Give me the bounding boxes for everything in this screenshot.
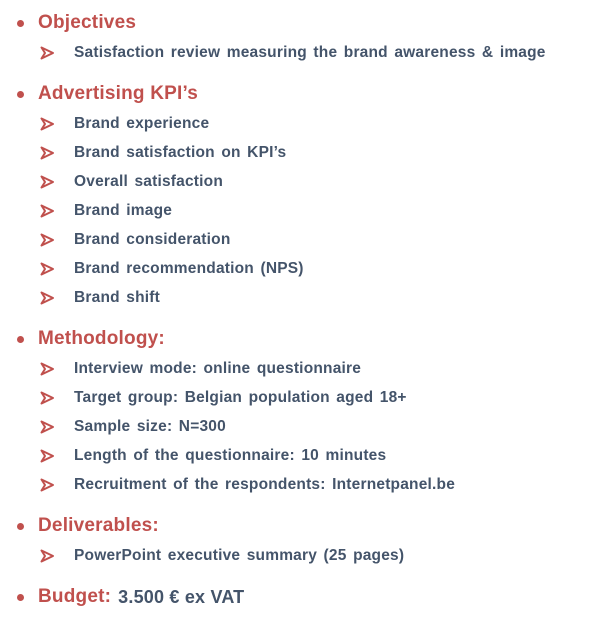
arrowhead-icon [40, 146, 55, 160]
item-text: Brand experience [74, 114, 210, 132]
list-item [0, 38, 611, 67]
item-text: Recruitment of the respondents: Internetpanel.be [74, 475, 456, 493]
list-item [0, 254, 611, 283]
item-text: Interview mode: online questionnaire [74, 359, 362, 377]
section-deliverables [0, 511, 611, 570]
arrowhead-icon [40, 117, 55, 131]
section-heading: Advertising KPI’s [38, 83, 199, 104]
section-heading: Methodology: [38, 328, 165, 349]
item-text: Brand recommendation (NPS) [74, 259, 304, 277]
bullet-icon [17, 20, 24, 27]
item-text: Sample size: N=300 [74, 417, 226, 435]
item-text: Brand consideration [74, 230, 231, 248]
section-heading: Objectives [38, 12, 137, 33]
bullet-icon [17, 594, 24, 601]
arrowhead-icon [40, 291, 55, 305]
item-text: Brand satisfaction on KPI’s [74, 143, 287, 161]
arrowhead-icon [40, 449, 55, 463]
heading-row [0, 511, 611, 541]
arrowhead-icon [40, 391, 55, 405]
arrowhead-icon [40, 175, 55, 189]
section-advertising-kpis [0, 79, 611, 312]
heading-row [0, 582, 611, 612]
list-item [0, 470, 611, 499]
section-heading: Deliverables: [38, 515, 159, 536]
item-text: Target group: Belgian population aged 18+ [74, 388, 407, 406]
list-item [0, 541, 611, 570]
item-text: Satisfaction review measuring the brand awareness & image [74, 43, 546, 61]
list-item [0, 225, 611, 254]
section-budget [0, 582, 611, 612]
list-item [0, 412, 611, 441]
bullet-icon [17, 91, 24, 98]
arrowhead-icon [40, 262, 55, 276]
arrowhead-icon [40, 478, 55, 492]
arrowhead-icon [40, 420, 55, 434]
list-item [0, 441, 611, 470]
arrowhead-icon [40, 549, 55, 563]
arrowhead-icon [40, 204, 55, 218]
item-text: Overall satisfaction [74, 172, 224, 190]
list-item [0, 354, 611, 383]
budget-value: 3.500 € ex VAT [118, 586, 245, 607]
heading-row [0, 79, 611, 109]
bullet-icon [17, 336, 24, 343]
arrowhead-icon [40, 46, 55, 60]
list-item [0, 196, 611, 225]
section-heading: Budget: [38, 586, 112, 607]
list-item [0, 167, 611, 196]
list-item [0, 283, 611, 312]
section-methodology [0, 324, 611, 499]
item-text: Brand image [74, 201, 173, 219]
bullet-icon [17, 523, 24, 530]
arrowhead-icon [40, 233, 55, 247]
section-objectives [0, 8, 611, 67]
list-item [0, 138, 611, 167]
heading-row [0, 8, 611, 38]
item-text: PowerPoint executive summary (25 pages) [74, 546, 405, 564]
arrowhead-icon [40, 362, 55, 376]
heading-row [0, 324, 611, 354]
list-item [0, 109, 611, 138]
item-text: Brand shift [74, 288, 161, 306]
item-text: Length of the questionnaire: 10 minutes [74, 446, 387, 464]
list-item [0, 383, 611, 412]
